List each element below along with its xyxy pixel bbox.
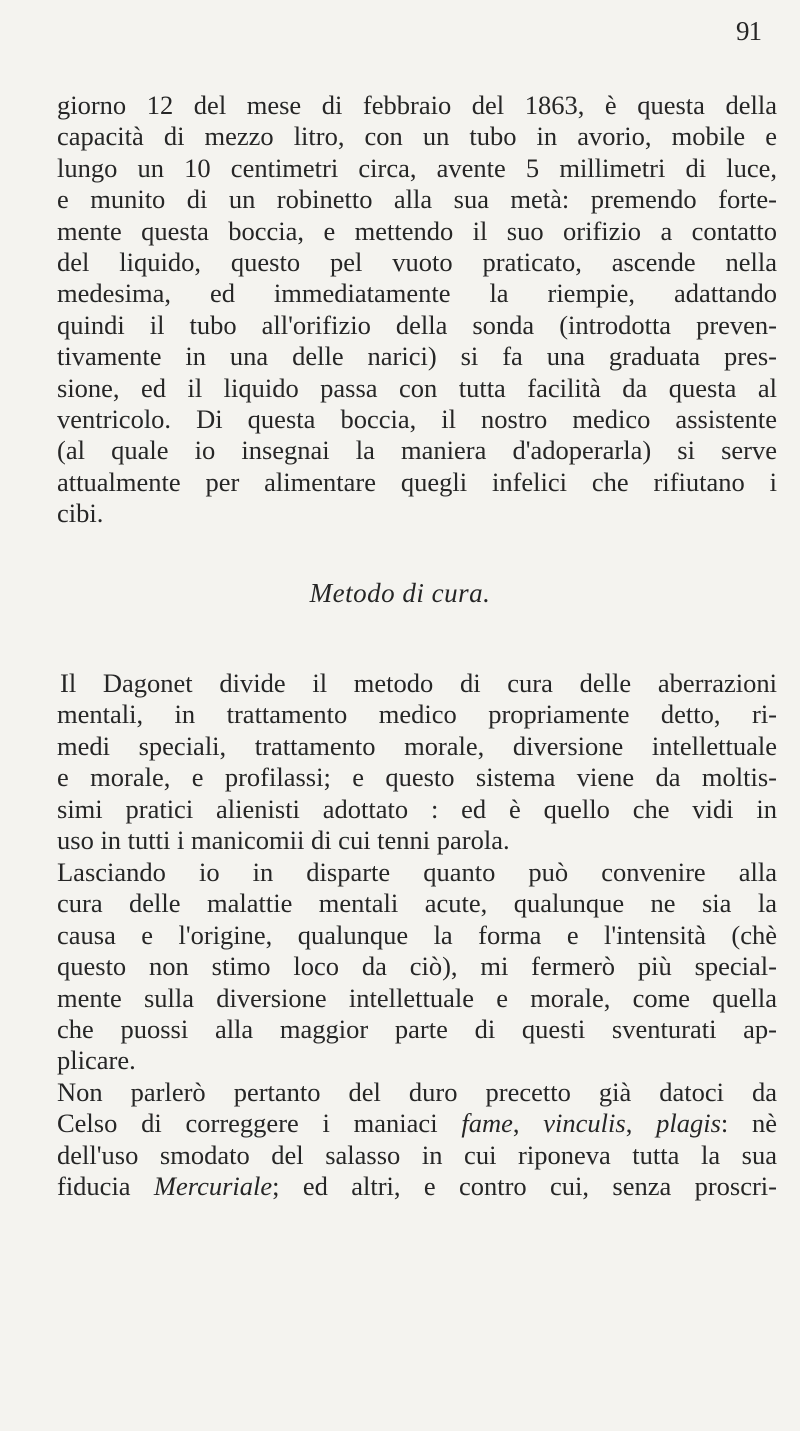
text-run: fiducia	[57, 1171, 154, 1202]
text-line: sione, ed il liquido passa con tutta facilità da questa al	[57, 372, 777, 403]
text-line	[57, 1108, 777, 1139]
italic-term-plagis: plagis	[656, 1108, 721, 1139]
text-line: e morale, e profilassi; e questo sistema viene da moltis-	[57, 762, 777, 793]
text-line: giorno 12 del mese di febbraio del 1863, è questa della	[57, 90, 777, 120]
text-line: Non parlerò pertanto del duro precetto già datoci da	[57, 1077, 777, 1107]
text-line: mentali, in trattamento medico propriamente detto, ri-	[57, 699, 777, 730]
text-line: medesima, ed immediatamente la riempie, adattando	[57, 278, 777, 309]
text-line: cura delle malattie mentali acute, qualunque ne sia la	[57, 888, 777, 919]
page-number: 91	[736, 16, 761, 46]
text-line: cibi.	[57, 498, 104, 529]
text-run: ; ed altri, e contro cui, senza proscri-	[272, 1171, 777, 1202]
text-line: attualmente per alimentare quegli infelici che rifiutano i	[57, 466, 777, 497]
text-line: mente sulla diversione intellettuale e morale, come quella	[57, 982, 777, 1013]
text-line	[57, 1171, 777, 1202]
text-run: ,	[625, 1108, 657, 1139]
text-line: capacità di mezzo litro, con un tubo in avorio, mobile e	[57, 121, 777, 152]
text-line: quindi il tubo all'orifizio della sonda (introdotta preven-	[57, 309, 777, 340]
text-line: mente questa boccia, e mettendo il suo orifizio a contatto	[57, 215, 777, 246]
paragraph-dagonet-method	[57, 668, 777, 856]
text-line: (al quale io insegnai la maniera d'adoperarla) si serve	[57, 435, 777, 466]
text-line: uso in tutti i manicomii di cui tenni parola.	[57, 824, 510, 855]
paragraph-diversion	[57, 857, 777, 1077]
text-line: simi pratici alienisti adottato : ed è quello che vidi in	[57, 793, 777, 824]
text-line: tivamente in una delle narici) si fa una graduata pres-	[57, 341, 777, 372]
italic-term-mercuriale: Mercuriale	[153, 1171, 273, 1202]
text-line: lungo un 10 centimetri circa, avente 5 millimetri di luce,	[57, 152, 777, 183]
text-line: causa e l'origine, qualunque la forma e l'intensità (chè	[57, 919, 777, 950]
italic-term-vinculis: vinculis	[543, 1108, 626, 1139]
text-line: che puossi alla maggior parte di questi sventurati ap-	[57, 1013, 777, 1044]
text-run: Celso di correggere i maniaci	[57, 1108, 462, 1139]
text-line: questo non stimo loco da ciò), mi fermerò più special-	[57, 951, 777, 982]
text-line: Lasciando io in disparte quanto può convenire alla	[57, 857, 777, 887]
text-line: dell'uso smodato del salasso in cui riponeva tutta la sua	[57, 1139, 777, 1170]
paragraph-alimentation-device	[57, 90, 777, 529]
text-run: : nè	[720, 1108, 778, 1139]
text-line: Il Dagonet divide il metodo di cura delle aberrazioni	[60, 668, 777, 698]
text-line: ventricolo. Di questa boccia, il nostro medico assistente	[57, 403, 777, 434]
italic-term-fame: fame	[461, 1108, 513, 1139]
text-line: plicare.	[57, 1045, 136, 1076]
paragraph-celso-precept	[57, 1077, 777, 1203]
section-heading: Metodo di cura.	[309, 578, 491, 608]
text-line: del liquido, questo pel vuoto praticato, ascende nella	[57, 246, 777, 277]
text-line: medi speciali, trattamento morale, diversione intellettuale	[57, 730, 777, 761]
text-line: e munito di un robinetto alla sua metà: premendo forte-	[57, 184, 777, 215]
text-run: ,	[512, 1108, 544, 1139]
